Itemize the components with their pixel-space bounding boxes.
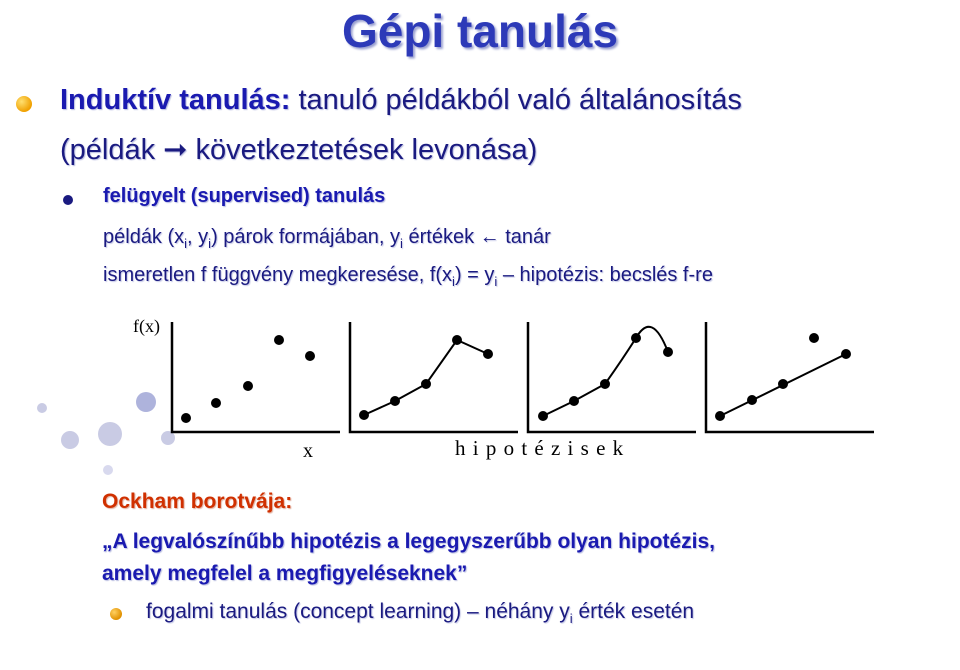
x-axis-label: x (303, 440, 313, 462)
panel1-points (181, 335, 315, 423)
concept-text: érték esetén (572, 600, 695, 623)
data-point (631, 333, 641, 343)
left-arrow-icon: ← (479, 226, 500, 248)
data-point (663, 347, 673, 357)
ockham-quote-line1: „A legvalószínűbb hipotézis a legegyszerűbb olyan hipotézis, (102, 530, 715, 553)
panel1-axes (172, 322, 340, 432)
ockham-razor-heading: Ockham borotvája: (102, 490, 293, 513)
y-axis-label: f(x) (133, 316, 160, 336)
pairs-text: ) párok formájában, y (211, 226, 401, 248)
subscript: i (400, 236, 403, 251)
ockham-quote-line2: amely megfelel a megfigyeléseknek” (102, 562, 468, 585)
panel3-axes (528, 322, 696, 432)
data-point (809, 333, 819, 343)
bubble-decoration (103, 465, 113, 475)
data-point (181, 413, 191, 423)
subscript: i (569, 611, 573, 627)
data-point (483, 349, 493, 359)
data-point (538, 411, 548, 421)
data-point (211, 398, 221, 408)
bullet-icon (110, 608, 122, 620)
examples-text: (példák (60, 134, 164, 166)
data-point (569, 396, 579, 406)
data-point (600, 379, 610, 389)
subscript: i (452, 274, 455, 289)
right-arrow-icon: ➞ (163, 134, 188, 166)
conclusions-text: következtetések levonása) (187, 134, 538, 166)
hypotheses-caption: h i p o t é z i s e k (455, 436, 625, 460)
inductive-learning-term: Induktív tanulás: (60, 84, 291, 116)
pairs-text: példák (x (103, 226, 185, 248)
pairs-text: tanár (499, 226, 551, 248)
page-title: Gépi tanulás (341, 5, 619, 57)
pairs-text: , y (187, 226, 209, 248)
supervised-learning-heading: felügyelt (supervised) tanulás (103, 185, 386, 207)
bubble-decoration (61, 431, 79, 449)
subscript: i (208, 236, 212, 251)
unknown-text: ) = y (454, 264, 495, 286)
subscript: i (494, 274, 498, 289)
unknown-text: – hipotézis: becslés f-re (497, 264, 713, 286)
data-point (841, 349, 851, 359)
panel2-hypothesis-curve (364, 340, 488, 415)
data-point (274, 335, 284, 345)
panel2-axes (350, 322, 518, 432)
data-point (778, 379, 788, 389)
data-point (390, 396, 400, 406)
data-point (305, 351, 315, 361)
bubble-decoration (98, 422, 122, 446)
data-point (243, 381, 253, 391)
data-point (452, 335, 462, 345)
data-point (747, 395, 757, 405)
unknown-text: ismeretlen f függvény megkeresése, f(x (103, 264, 453, 286)
panel3-hypothesis-curve (543, 327, 668, 416)
decorative-bubbles (37, 392, 175, 475)
pairs-text: értékek (402, 226, 480, 248)
data-point (715, 411, 725, 421)
bubble-decoration (37, 403, 47, 413)
inductive-learning-definition: tanuló példákból való általánosítás (290, 84, 742, 116)
subscript: i (184, 236, 188, 251)
bubble-decoration (136, 392, 156, 412)
data-point (421, 379, 431, 389)
concept-learning-line (146, 600, 694, 626)
concept-text: fogalmi tanulás (concept learning) – néhány y (146, 600, 570, 623)
data-point (359, 410, 369, 420)
panel4-axes (706, 322, 874, 432)
